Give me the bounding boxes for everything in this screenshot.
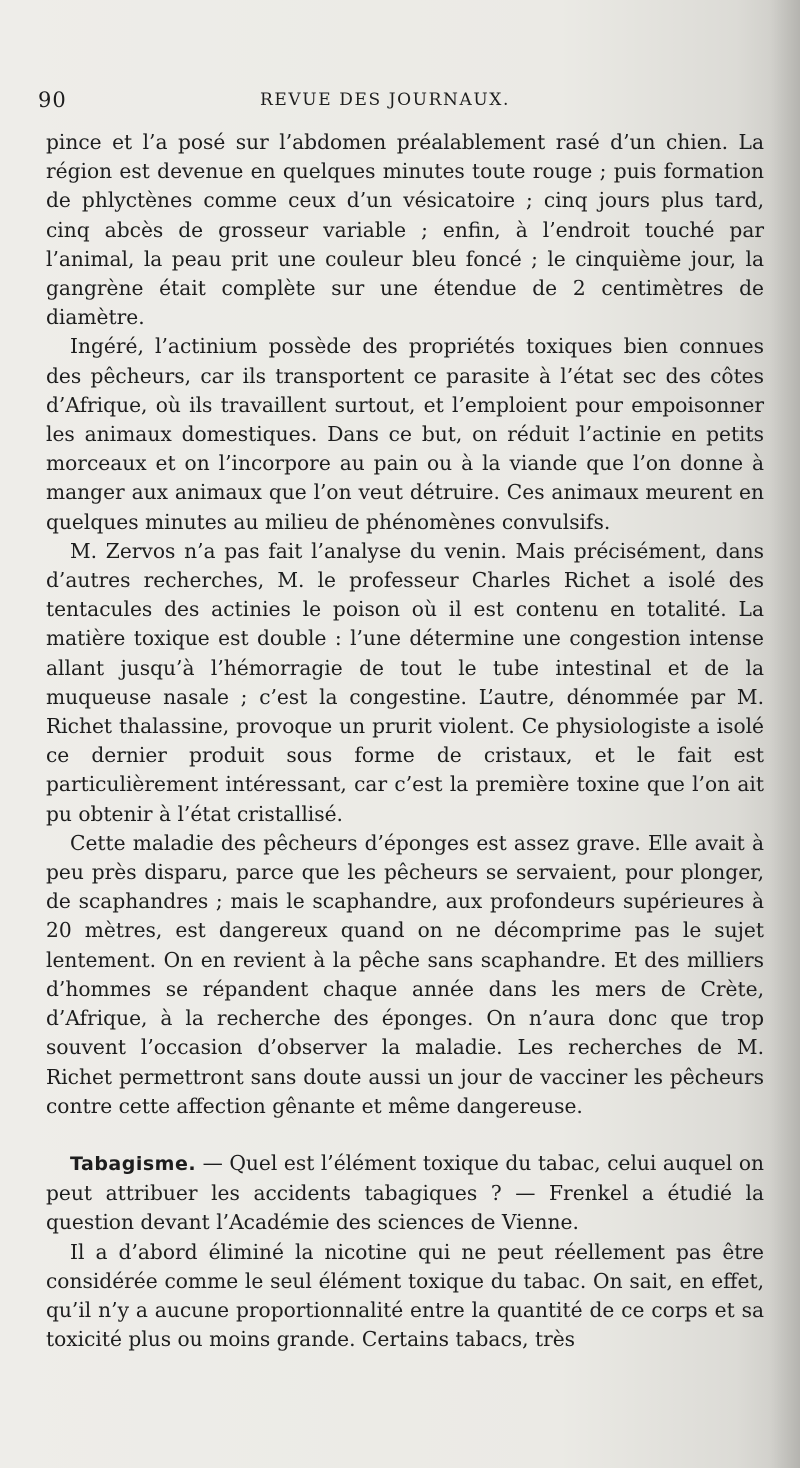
section-tabagisme — [46, 1149, 764, 1238]
page-edge-shadow — [770, 0, 800, 1468]
section-intro: — Quel est l’élément toxique du tabac, celui auquel on peut attribuer les accidents tabagiques ? — Frenkel a étudié la question devant l’Académie des sciences de Vienne. — [46, 1150, 764, 1235]
paragraph-ingestion: Ingéré, l’actinium possède des propriétés toxiques bien connues des pêcheurs, car ils transportent ce parasite à l’état sec des côtes d’Afrique, où ils travaillent surtout, et l’emploient pour empoisonner les animaux domestiques. Dans ce but, on réduit l’actinie en petits morceaux et on l’incorpore au pain ou à la viande que l’on donne à manger aux animaux que l’on veut détruire. Ces animaux meurent en quelques minutes au milieu de phénomènes convulsifs. — [46, 334, 764, 534]
body-text — [46, 128, 764, 1354]
paragraph-continuation: pince et l’a posé sur l’abdomen préalablement rasé d’un chien. La région est devenue en quelques minutes toute rouge ; puis formation de phlyctènes comme ceux d’un vésicatoire ; cinq jours plus tard, cinq abcès de grosseur variable ; enfin, à l’endroit touché par l’animal, la peau prit une couleur bleu foncé ; le cinquième jour, la gangrène était complète sur une étendue de 2 centimètres de diamètre. — [46, 130, 764, 330]
paragraph-nicotine: Il a d’abord éliminé la nicotine qui ne peut réellement pas être considérée comme le seul élément toxique du tabac. On sait, en effet, qu’il n’y a aucune proportionnalité entre la quantité de ce corps et sa toxicité plus ou moins grande. Certains tabacs, très — [46, 1239, 764, 1352]
section-title: Tabagisme. — [70, 1152, 197, 1175]
paragraph-venom-analysis: M. Zervos n’a pas fait l’analyse du venin. Mais précisément, dans d’autres recherches, M. le professeur Charles Richet a isolé des tentacules des actinies le poison où il est contenu en totalité. La matière toxique est double : l’une détermine une congestion intense allant jusqu’à l’hémorragie de tout le tube intestinal et de la muqueuse nasale ; c’est la congestine. L’autre, dénommée par M. Richet thalassine, provoque un prurit violent. Ce physiologiste a isolé ce dernier produit sous forme de cristaux, et le fait est particulièrement intéressant, car c’est la première toxine que l’on ait pu obtenir à l’état cristallisé. — [46, 538, 764, 826]
page-number: 90 — [38, 88, 67, 112]
paragraph-sponge-fishers: Cette maladie des pêcheurs d’éponges est assez grave. Elle avait à peu près disparu, parce que les pêcheurs se servaient, pour plonger, de scaphandres ; mais le scaphandre, aux profondeurs supérieures à 20 mètres, est dangereux quand on ne décomprime pas le sujet lentement. On en revient à la pêche sans scaphandre. Et des milliers d’hommes se répandent chaque année dans les mers de Crète, d’Afrique, à la recherche des éponges. On n’aura donc que trop souvent l’occasion d’observer la maladie. Les recherches de M. Richet permettront sans doute aussi un jour de vacciner les pêcheurs contre cette affection gênante et même dangereuse. — [46, 830, 764, 1118]
journal-title: REVUE DES JOURNAUX. — [260, 90, 510, 110]
running-head — [38, 88, 738, 118]
